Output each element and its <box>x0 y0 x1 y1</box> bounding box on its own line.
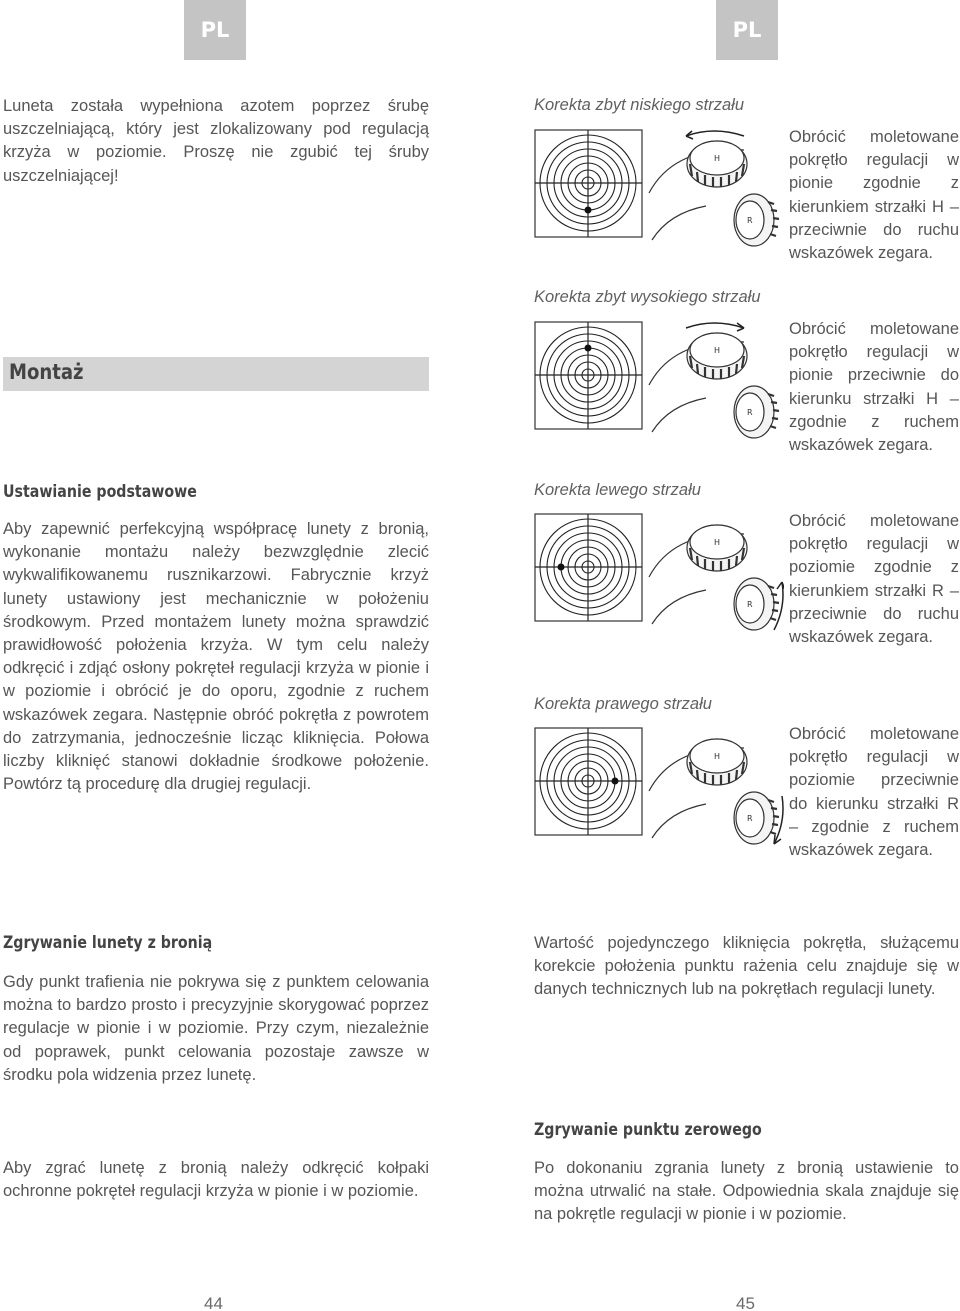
target-turret-illustration <box>534 512 784 637</box>
turret-letter: H <box>714 154 721 163</box>
click-value-text: Wartość pojedynczego kliknięcia pokrętła, służącemu korekcie położenia punktu rażenia celu znajduje się w danych technicznych lub na pokrętłach regulacji lunety. <box>534 934 959 999</box>
turret-letter: H <box>714 346 721 355</box>
caption-right-shot: Korekta prawego strzału <box>534 695 712 713</box>
target-icon <box>535 130 642 237</box>
text-left-shot: Obrócić moletowane pokrętło regulacji w poziomie zgodnie z kierunkiem strzałki R – przeciwnie do ruchu wskazówek zegara. <box>789 512 959 647</box>
rotation-arrow-icon <box>774 582 783 630</box>
turret-letter: R <box>747 216 753 225</box>
zeroing-text-2: Aby zgrać lunetę z bronią należy odkręcić kołpaki ochronne pokręteł regulacji krzyża w pionie i w poziomie. <box>3 1159 429 1201</box>
figure-low-shot <box>534 128 784 258</box>
target-turret-illustration <box>534 726 784 851</box>
zero-point-text: Po dokonaniu zgrania lunety z bronią ustawienie to można utrwalić na stałe. Odpowiednia skala znajduje się na pokrętle regulacji w pionie i w poziomie. <box>534 1159 959 1224</box>
text-low-shot: Obrócić moletowane pokrętło regulacji w pionie zgodnie z kierunkiem strzałki H – przeciwnie do ruchu wskazówek zegara. <box>789 128 959 263</box>
turret-letter: R <box>747 408 753 417</box>
section-title: Montaż <box>9 360 84 384</box>
language-tab-right <box>716 0 778 60</box>
text-right-shot: Obrócić moletowane pokrętło regulacji w poziomie przeciwnie do kierunku strzałki R – zgodnie z ruchem wskazówek zegara. <box>789 725 959 860</box>
caption-low-shot: Korekta zbyt niskiego strzału <box>534 96 745 114</box>
figure-high-shot <box>534 320 784 450</box>
figure-left-shot <box>534 512 784 642</box>
language-tab-left <box>184 0 246 60</box>
caption-left-shot: Korekta lewego strzału <box>534 481 701 499</box>
figure-right-shot <box>534 726 784 856</box>
target-icon <box>535 322 642 429</box>
target-icon <box>535 728 642 835</box>
turret-letter: H <box>714 752 721 761</box>
language-label: PL <box>732 18 762 42</box>
language-label: PL <box>200 18 230 42</box>
page-number-right: 45 <box>736 1294 755 1311</box>
turret-letter: H <box>714 538 721 547</box>
rotation-arrow-icon <box>686 323 744 328</box>
text-high-shot: Obrócić moletowane pokrętło regulacji w pionie przeciwnie do kierunku strzałki H – zgodnie z ruchem wskazówek zegara. <box>789 320 959 455</box>
heading-zero-point: Zgrywanie punktu zerowego <box>534 1120 762 1139</box>
section-bar-montaz <box>3 357 429 391</box>
intro-paragraph: Luneta została wypełniona azotem poprzez śrubę uszczelniającą, który jest zlokalizowany pod regulacją krzyża w poziomie. Proszę nie zgubić tej śruby uszczelniającej! <box>3 97 429 185</box>
target-turret-illustration <box>534 320 784 445</box>
page-number-left: 44 <box>204 1294 223 1311</box>
basic-setup-text: Aby zapewnić perfekcyjną współpracę lunety z bronią, wykonanie montażu należy bezwzględnie zlecić wykwalifikowanemu rusznikarzowi. Fabrycznie krzyż lunety ustawiony jest mechanicznie w położeniu środkowym. Przed montażem lunety można sprawdzić prawidłowość położenia krzyża. W tym celu należy odkręcić i zdjąć osłony pokręteł regulacji krzyża w pionie i w poziomie i obrócić je do oporu, zgodnie z ruchem wskazówek zegara. Następnie obróć pokrętła z powrotem do zatrzymania, jednocześnie licząc kliknięcia. Połowa liczby kliknięć stanowi dokładnie środkowe położenie. Powtórz tą procedurę dla drugiej regulacji. <box>3 520 429 794</box>
caption-high-shot: Korekta zbyt wysokiego strzału <box>534 288 761 306</box>
heading-basic-setup: Ustawianie podstawowe <box>3 482 197 501</box>
heading-zeroing: Zgrywanie lunety z bronią <box>3 933 213 952</box>
rotation-arrow-icon <box>686 131 744 136</box>
target-icon <box>535 514 642 621</box>
target-turret-illustration <box>534 128 784 253</box>
zeroing-text: Gdy punkt trafienia nie pokrywa się z punktem celowania można to bardzo prosto i precyzyjnie skorygować poprzez regulacje w pionie i w poziomie. Przy czym, niezależnie od poprawek, punkt celowania pozostaje zawsze w środku pola widzenia przez lunetę. <box>3 973 429 1084</box>
turret-letter: R <box>747 600 753 609</box>
turret-letter: R <box>747 814 753 823</box>
